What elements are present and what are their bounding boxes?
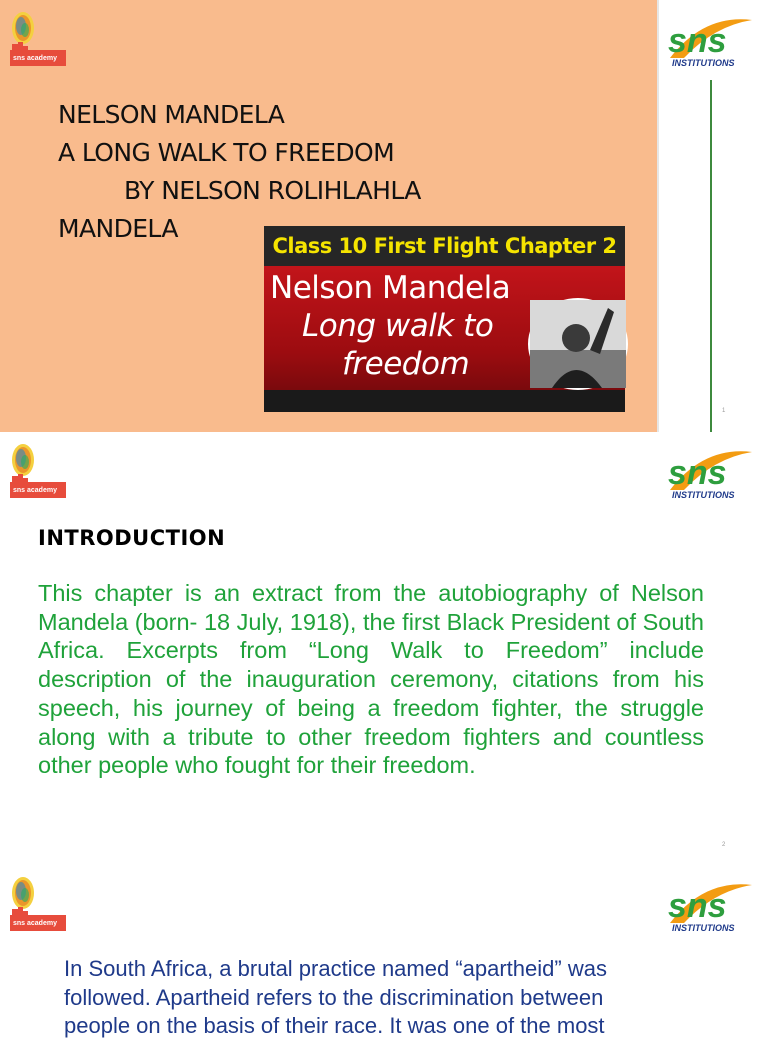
svg-text:sns: sns: [668, 887, 727, 925]
page-number-1: 1: [722, 408, 726, 414]
sns-institutions-logo: [664, 444, 758, 502]
title-line-1: NELSON MANDELA: [58, 100, 285, 129]
slide-1: [0, 0, 768, 432]
academy-logo-text: sns academy: [13, 920, 57, 927]
title-line-2: A LONG WALK TO FREEDOM: [58, 138, 395, 167]
sns-institutions-logo: [664, 877, 758, 935]
sns-academy-logo: [8, 8, 68, 68]
svg-text:sns: sns: [668, 22, 727, 60]
introduction-paragraph: This chapter is an extract from the autobiography of Nelson Mandela (born- 18 July, 1918), the first Black President of South Africa. Excerpts from “Long Walk to Freedom” include description of the inauguration ceremony, citations from his speech, his journey of being a freedom fighter, the struggle along with a tribute to other freedom fighters and countless other people who fought for their freedom.: [38, 580, 704, 779]
introduction-heading: INTRODUCTION: [38, 526, 226, 550]
banner-subtitle-line-1: Long walk to: [302, 308, 494, 344]
slide-1-divider: [710, 80, 712, 432]
academy-logo-text: sns academy: [13, 55, 57, 62]
academy-logo-text: sns academy: [13, 487, 57, 494]
chapter-banner-image: [264, 226, 625, 412]
sns-academy-logo: [8, 873, 68, 933]
title-line-3: BY NELSON ROLIHLAHLA: [124, 176, 421, 205]
sns-academy-logo: [8, 440, 68, 500]
institutions-text: INSTITUTIONS: [672, 58, 735, 68]
slide-2: [0, 432, 768, 865]
slide-3: [0, 865, 768, 1038]
banner-subtitle-line-2: freedom: [342, 346, 470, 382]
banner-name: Nelson Mandela: [270, 270, 511, 306]
title-line-4: MANDELA: [58, 214, 178, 243]
institutions-text: INSTITUTIONS: [672, 490, 735, 500]
page-number-2: 2: [722, 842, 726, 848]
banner-chapter-label: Class 10 First Flight Chapter 2: [264, 226, 625, 266]
apartheid-paragraph: In South Africa, a brutal practice named “apartheid” was followed. Apartheid refers to the discrimination between people on the basis of their race. It was one of the most: [64, 956, 607, 1038]
mandela-portrait: [528, 298, 628, 390]
svg-text:sns: sns: [668, 454, 727, 492]
sns-institutions-logo: [664, 12, 758, 70]
institutions-text: INSTITUTIONS: [672, 923, 735, 933]
banner-bottom-strip: [264, 390, 625, 412]
